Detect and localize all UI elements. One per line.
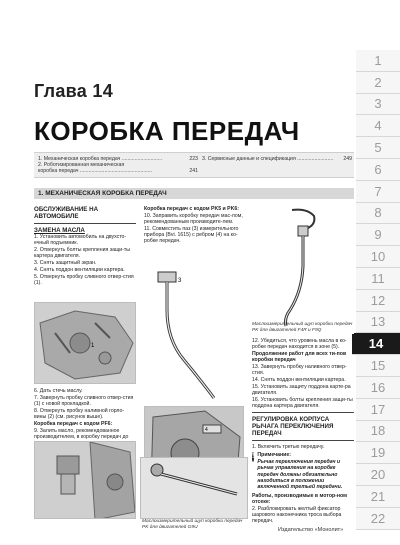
subsection-heading: Работы, производимые в мотор-ном отсеке: — [252, 492, 347, 506]
svg-text:3: 3 — [178, 278, 182, 284]
chapter-index-item[interactable]: 20 — [356, 464, 400, 486]
step-text: 11. Совместить паз (3) измерительного прибора (Bvi. 1615) с ребром (4) на ко-робке передач. — [144, 225, 239, 245]
column-2 — [144, 206, 244, 245]
figure-dipstick — [144, 270, 242, 404]
chapter-index-item[interactable]: 1 — [356, 50, 400, 72]
note-text: Рычаг переключения передач и рычаг управления на коробке передач должны обязательно находиться в положении включенной третьей передачи. — [257, 459, 343, 491]
note-block — [252, 452, 354, 490]
chapter-index-item[interactable]: 4 — [356, 115, 400, 137]
dipstick-f4r-illustration — [252, 206, 354, 334]
chapter-index-item[interactable]: 17 — [356, 399, 400, 421]
chapter-index — [356, 50, 400, 530]
svg-text:4: 4 — [205, 427, 208, 433]
step-text: 2. Отвернуть болты крепления защи-ты картера двигателя. — [34, 247, 130, 260]
chapter-index-item[interactable]: 21 — [356, 486, 400, 508]
step-text: 7. Завернуть пробку сливного отвер-стия (1) с новой прокладкой. — [34, 394, 134, 407]
table-of-contents — [34, 152, 354, 178]
dipstick-g9u-illustration — [141, 458, 248, 519]
note-label: Примечание: — [257, 452, 291, 459]
toc-entry-text: 1. Механическая коробка передач ............................ — [38, 156, 163, 162]
chapter-index-item[interactable]: 22 — [356, 508, 400, 530]
step-text: 8. Отвернуть пробку наливной горло-вины (2) (см. рисунок выше). — [34, 407, 125, 420]
subsection-heading: Коробка передач с кодом PF6: — [34, 420, 113, 427]
gearbox-filler-illustration — [35, 442, 136, 519]
svg-text:1: 1 — [91, 343, 95, 349]
chapter-index-item[interactable]: 16 — [356, 377, 400, 399]
step-text: 16. Установить болты крепления защи-ты поддона картера двигателя. — [252, 396, 353, 409]
figure-dipstick-g9u — [140, 457, 248, 519]
section-heading: РЕГУЛИРОВКА КОРПУСА РЫЧАГА ПЕРЕКЛЮЧЕНИЯ ПЕРЕДАЧ — [252, 416, 334, 438]
column-1 — [34, 206, 136, 287]
page-title: КОРОБКА ПЕРЕДАЧ — [34, 116, 300, 146]
toc-entry-text: 2. Роботизированная механическая — [38, 162, 125, 168]
chapter-label: Глава 14 — [34, 81, 114, 101]
step-text: 1. Включить третью передачу. — [252, 444, 325, 451]
chapter-index-item-active[interactable]: 14 — [352, 333, 400, 355]
figure-caption: Маслоизмерительный щуп коробки передач PK для двигателей F4R и F9Q — [252, 322, 353, 333]
column-1-continued — [34, 388, 136, 447]
section-header: 1. МЕХАНИЧЕСКАЯ КОРОБКА ПЕРЕДАЧ — [34, 188, 354, 199]
figure-engine-underside — [34, 302, 136, 384]
step-text: 1. Установить автомобиль на двухсто-ечный подъемник. — [34, 234, 127, 247]
step-text: 13. Завернуть пробку наливного отвер-стия. — [252, 364, 347, 377]
chapter-index-item[interactable]: 3 — [356, 94, 400, 116]
toc-entry-text: 3. Сервисные данные и спецификация ......................... — [202, 156, 334, 162]
toc-entry-page: 223 — [189, 156, 198, 162]
step-text: 14. Снять поддон вентиляции картера. — [252, 377, 346, 383]
column-3 — [252, 338, 354, 525]
figure-dipstick-f4r — [252, 206, 354, 334]
publisher-footer: Издательство «Монолит» — [278, 527, 344, 533]
step-text: 10. Заправить коробку передач мас-лом, рекомендованным производите-лем. — [144, 212, 243, 225]
dipstick-illustration — [144, 270, 242, 404]
step-text: 2. Разблокировать желтый фиксатор шарового наконечника троса выбора передач. — [252, 505, 342, 525]
section-heading: ОБСЛУЖИВАНИЕ НА АВТОМОБИЛЕ — [34, 206, 99, 220]
divider — [252, 412, 354, 413]
chapter-index-item[interactable]: 10 — [356, 246, 400, 268]
chapter-index-item[interactable]: 5 — [356, 137, 400, 159]
step-text: 4. Снять поддон вентиляции картера. — [34, 266, 125, 273]
chapter-index-item[interactable]: 8 — [356, 203, 400, 225]
chapter-index-item[interactable]: 6 — [356, 159, 400, 181]
note-content — [257, 452, 354, 490]
step-text: 15. Установить защиту поддона карте-ра двигателя. — [252, 383, 351, 396]
toc-entry[interactable] — [38, 168, 198, 174]
engine-underside-illustration — [35, 303, 136, 384]
chapter-index-item[interactable]: 18 — [356, 421, 400, 443]
divider — [252, 440, 354, 441]
toc-column-right — [202, 156, 352, 162]
chapter-index-item[interactable]: 12 — [356, 290, 400, 312]
toc-entry-page: 249 — [343, 156, 352, 162]
subsection-heading: Коробка передач с кодом PK5 и PK6: — [144, 206, 239, 212]
toc-entry[interactable] — [202, 156, 352, 162]
figure-gearbox-filler — [34, 441, 136, 519]
step-text: 12. Убедиться, что уровень масла в ко-робке передач находится в зоне (5). — [252, 338, 347, 351]
chapter-index-item[interactable]: 13 — [356, 312, 400, 334]
toc-entry-text: коробка передач .................................................. — [38, 168, 153, 174]
chapter-index-item[interactable]: 19 — [356, 442, 400, 464]
note-icon: ! — [252, 453, 255, 461]
chapter-index-item[interactable]: 15 — [356, 355, 400, 377]
step-text: 6. Дать стечь маслу. — [34, 388, 83, 394]
step-text: 3. Снять защитный экран. — [34, 260, 97, 266]
chapter-index-item[interactable]: 7 — [356, 181, 400, 203]
subsection-heading: ЗАМЕНА МАСЛА — [34, 227, 85, 234]
step-text: 5. Отвернуть пробку сливного отвер-стия (1). — [34, 273, 134, 286]
toc-column-left — [38, 156, 198, 174]
divider — [34, 223, 136, 224]
step-text: 9. Залить масло, рекомендованное производителем, в коробку передач до — [34, 427, 129, 440]
figure-caption: Маслоизмерительный щуп коробки передач PK для двигателей G9U — [142, 519, 243, 530]
chapter-index-item[interactable]: 2 — [356, 72, 400, 94]
subsection-heading: Продолжение работ для всех ти-пов коробки передач — [252, 351, 347, 364]
chapter-index-item[interactable]: 11 — [356, 268, 400, 290]
toc-entry-page: 241 — [189, 168, 198, 174]
chapter-index-item[interactable]: 9 — [356, 224, 400, 246]
